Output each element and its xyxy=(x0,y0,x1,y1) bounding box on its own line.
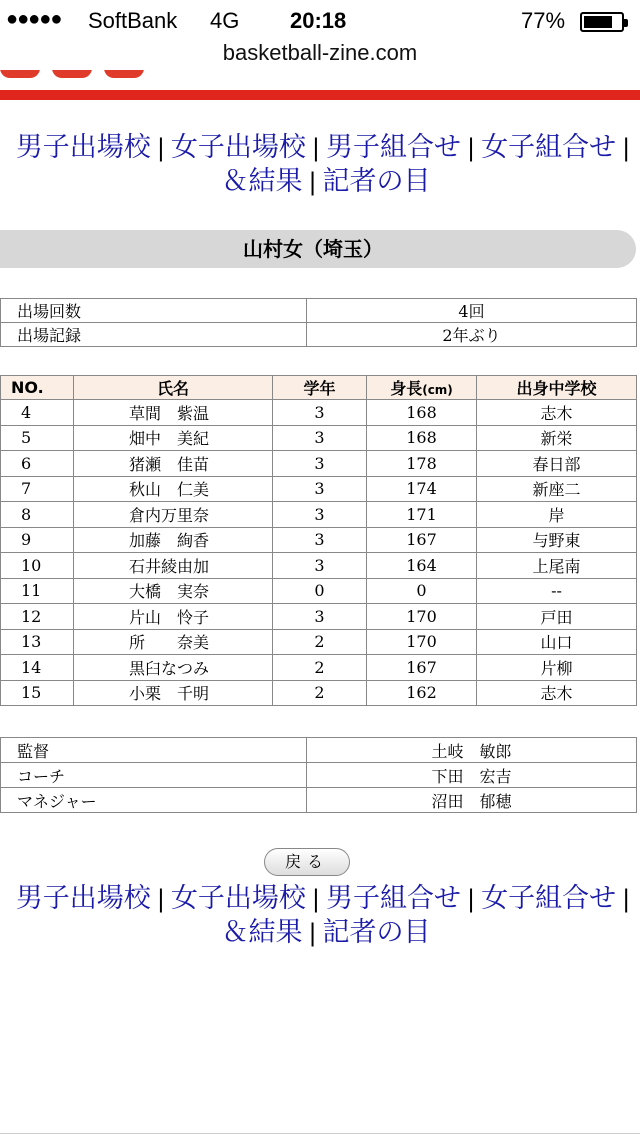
player-height: 174 xyxy=(367,476,477,502)
player-height: 168 xyxy=(367,425,477,451)
player-grade: 2 xyxy=(273,655,367,681)
player-grade: 3 xyxy=(273,400,367,426)
player-height: 171 xyxy=(367,502,477,528)
player-grade: 3 xyxy=(273,476,367,502)
header-divider xyxy=(0,90,640,100)
player-school: 上尾南 xyxy=(477,553,637,579)
player-name: 所 奈美 xyxy=(74,629,273,655)
player-height: 0 xyxy=(367,578,477,604)
table-row xyxy=(1,655,637,681)
player-grade: 3 xyxy=(273,451,367,477)
nav-link-results[interactable]: ＆結果 xyxy=(221,917,303,948)
player-school: 志木 xyxy=(477,400,637,426)
nav-separator: | xyxy=(308,168,317,196)
banner-logo-fragment xyxy=(52,70,92,78)
staff-row xyxy=(1,788,637,813)
nav-link-boys-bracket[interactable]: 男子組合せ xyxy=(326,883,461,914)
header-grade: 学年 xyxy=(273,376,367,400)
staff-row xyxy=(1,738,637,763)
player-school: 春日部 xyxy=(477,451,637,477)
table-row xyxy=(1,527,637,553)
player-height: 170 xyxy=(367,629,477,655)
player-number: 14 xyxy=(1,655,74,681)
header-no: NO. xyxy=(1,376,74,400)
table-row xyxy=(1,680,637,706)
header-height-unit: (cm) xyxy=(422,383,453,397)
table-row xyxy=(1,604,637,630)
player-number: 6 xyxy=(1,451,74,477)
player-school: 志木 xyxy=(477,680,637,706)
table-row xyxy=(1,629,637,655)
header-height xyxy=(367,376,477,400)
player-grade: 3 xyxy=(273,553,367,579)
player-grade: 3 xyxy=(273,425,367,451)
player-height: 170 xyxy=(367,604,477,630)
nav-link-boys-bracket[interactable]: 男子組合せ xyxy=(326,132,461,163)
player-name: 大橋 実奈 xyxy=(74,578,273,604)
roster-header-row xyxy=(1,376,637,400)
player-height: 164 xyxy=(367,553,477,579)
nav-link-boys-schools[interactable]: 男子出場校 xyxy=(15,883,151,914)
player-number: 5 xyxy=(1,425,74,451)
nav-separator: | xyxy=(156,134,165,162)
player-school: 片柳 xyxy=(477,655,637,681)
nav-separator: | xyxy=(467,134,476,162)
nav-row-1 xyxy=(0,882,640,916)
nav-row-1 xyxy=(0,131,640,165)
player-name: 草間 紫温 xyxy=(74,400,273,426)
player-grade: 3 xyxy=(273,604,367,630)
nav-link-girls-schools[interactable]: 女子出場校 xyxy=(170,883,306,914)
player-name: 黒臼なつみ xyxy=(74,655,273,681)
table-row xyxy=(1,578,637,604)
player-number: 12 xyxy=(1,604,74,630)
battery-icon xyxy=(580,12,624,32)
player-name: 倉内万里奈 xyxy=(74,502,273,528)
battery-fill xyxy=(584,16,612,28)
nav-link-reporter-eye[interactable]: 記者の目 xyxy=(322,166,431,197)
table-row xyxy=(1,502,637,528)
player-number: 7 xyxy=(1,476,74,502)
roster-table xyxy=(0,375,637,706)
staff-name: 沼田 郁穂 xyxy=(307,788,637,813)
player-name: 猪瀬 佳苗 xyxy=(74,451,273,477)
nav-link-girls-schools[interactable]: 女子出場校 xyxy=(170,132,306,163)
player-grade: 2 xyxy=(273,629,367,655)
nav-separator: | xyxy=(622,885,631,913)
player-number: 11 xyxy=(1,578,74,604)
clock: 20:18 xyxy=(290,8,347,33)
team-info-table xyxy=(0,298,637,347)
player-school: -- xyxy=(477,578,637,604)
nav-link-girls-bracket[interactable]: 女子組合せ xyxy=(481,132,617,163)
player-grade: 3 xyxy=(273,502,367,528)
player-school: 岸 xyxy=(477,502,637,528)
player-number: 8 xyxy=(1,502,74,528)
player-school: 新座二 xyxy=(477,476,637,502)
player-height: 178 xyxy=(367,451,477,477)
staff-role: マネジャー xyxy=(1,788,307,813)
player-grade: 2 xyxy=(273,680,367,706)
team-info-value: 4回 xyxy=(307,299,637,323)
banner-logo-fragment xyxy=(0,70,40,78)
staff-role: 監督 xyxy=(1,738,307,763)
player-name: 小栗 千明 xyxy=(74,680,273,706)
player-number: 9 xyxy=(1,527,74,553)
table-row xyxy=(1,476,637,502)
status-bar xyxy=(0,0,640,40)
player-height: 162 xyxy=(367,680,477,706)
carrier-name: SoftBank xyxy=(88,8,178,33)
signal-strength-icon: ●●●●● xyxy=(6,8,62,30)
url-bar[interactable]: basketball-zine.com xyxy=(222,40,418,65)
header-school: 出身中学校 xyxy=(477,376,637,400)
player-number: 15 xyxy=(1,680,74,706)
nav-link-reporter-eye[interactable]: 記者の目 xyxy=(322,917,431,948)
banner-logo-fragment xyxy=(104,70,144,78)
player-number: 4 xyxy=(1,400,74,426)
back-button[interactable]: 戻る xyxy=(264,848,350,876)
table-row xyxy=(1,400,637,426)
player-number: 10 xyxy=(1,553,74,579)
nav-row-2 xyxy=(0,165,640,199)
nav-link-boys-schools[interactable]: 男子出場校 xyxy=(15,132,151,163)
team-title: 山村女（埼玉） xyxy=(0,230,636,268)
team-info-value: 2年ぶり xyxy=(307,323,637,347)
player-number: 13 xyxy=(1,629,74,655)
player-school: 山口 xyxy=(477,629,637,655)
site-banner xyxy=(0,70,640,82)
player-name: 片山 怜子 xyxy=(74,604,273,630)
nav-separator: | xyxy=(311,885,320,913)
player-height: 168 xyxy=(367,400,477,426)
team-info-row xyxy=(1,299,637,323)
player-name: 加藤 絢香 xyxy=(74,527,273,553)
nav-row-2 xyxy=(0,916,640,950)
battery-nub xyxy=(624,19,628,27)
player-school: 戸田 xyxy=(477,604,637,630)
team-info-label: 出場記録 xyxy=(1,323,307,347)
top-nav xyxy=(0,131,640,199)
team-info-label: 出場回数 xyxy=(1,299,307,323)
player-height: 167 xyxy=(367,527,477,553)
battery-percentage: 77% xyxy=(521,8,566,33)
table-row xyxy=(1,425,637,451)
header-height-label: 身長 xyxy=(390,379,423,398)
player-name: 石井綾由加 xyxy=(74,553,273,579)
nav-separator: | xyxy=(156,885,165,913)
nav-separator: | xyxy=(467,885,476,913)
header-name: 氏名 xyxy=(74,376,273,400)
team-info-row xyxy=(1,323,637,347)
staff-row xyxy=(1,763,637,788)
player-school: 新栄 xyxy=(477,425,637,451)
player-name: 秋山 仁美 xyxy=(74,476,273,502)
player-height: 167 xyxy=(367,655,477,681)
nav-separator: | xyxy=(622,134,631,162)
table-row xyxy=(1,553,637,579)
nav-link-results[interactable]: ＆結果 xyxy=(221,166,303,197)
bottom-nav xyxy=(0,882,640,950)
staff-name: 土岐 敏郎 xyxy=(307,738,637,763)
nav-separator: | xyxy=(308,919,317,947)
staff-name: 下田 宏吉 xyxy=(307,763,637,788)
player-school: 与野東 xyxy=(477,527,637,553)
nav-link-girls-bracket[interactable]: 女子組合せ xyxy=(481,883,617,914)
player-grade: 0 xyxy=(273,578,367,604)
staff-table xyxy=(0,737,637,813)
nav-separator: | xyxy=(311,134,320,162)
table-row xyxy=(1,451,637,477)
page-bottom-divider xyxy=(0,1133,640,1134)
staff-role: コーチ xyxy=(1,763,307,788)
network-type: 4G xyxy=(210,8,240,33)
player-grade: 3 xyxy=(273,527,367,553)
player-name: 畑中 美紀 xyxy=(74,425,273,451)
